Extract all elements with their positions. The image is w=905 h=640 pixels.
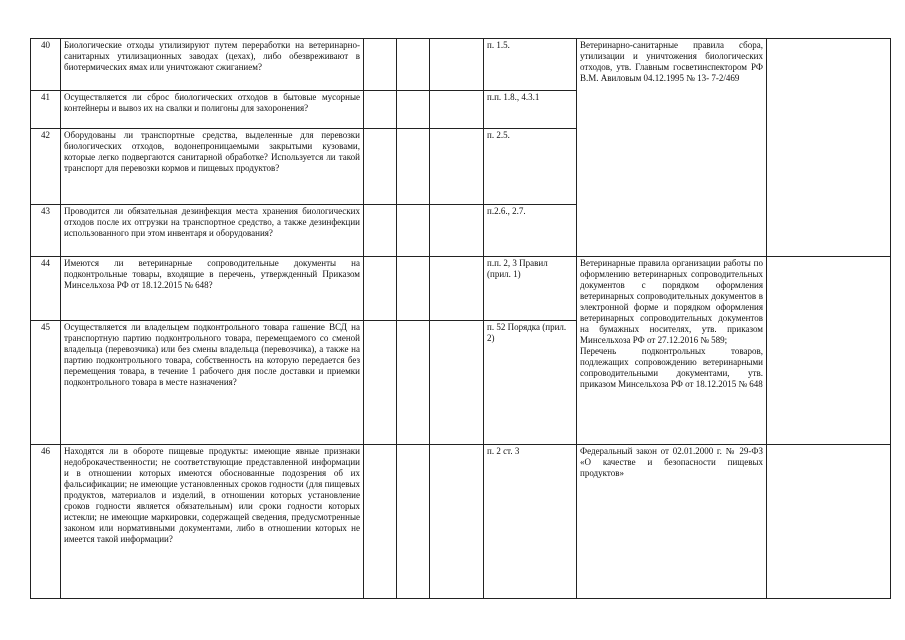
answer-na-cell (430, 445, 484, 599)
remarks-cell (767, 39, 891, 257)
question-text: Осуществляется ли сброс биологических отходов в бытовые мусорные контейнеры и вывоз их на свалки и полигоны для захоронения? (61, 91, 364, 129)
legal-act-text: Федеральный закон от 02.01.2000 г. № 29-ФЗ «О качестве и безопасности пищевых продуктов» (577, 445, 767, 599)
row-number: 40 (31, 39, 61, 91)
answer-no-cell (397, 257, 430, 321)
question-text: Оборудованы ли транспортные средства, выделенные для перевозки биологических отходов, водонепроницаемыми закрытыми кузовами, которые легко подвергаются санитарной обработке? Используется ли такой транспорт для перевозки кормов и пищевых продуктов? (61, 129, 364, 205)
answer-no-cell (397, 39, 430, 91)
answer-no-cell (397, 91, 430, 129)
answer-no-cell (397, 129, 430, 205)
row-number: 44 (31, 257, 61, 321)
answer-na-cell (430, 205, 484, 257)
reference-text: п.п. 1.8., 4.3.1 (484, 91, 577, 129)
answer-na-cell (430, 257, 484, 321)
legal-act-text (577, 257, 767, 445)
question-text: Проводится ли обязательная дезинфекция места хранения биологических отходов после их отгрузки на транспортное средство, а также дезинфекции использованного при этом инвентаря и оборудования? (61, 205, 364, 257)
question-text: Биологические отходы утилизируют путем переработки на ветеринарно- санитарных утилизационных заводах (цехах), либо обезвреживают в биотермических ямах или уничтожают сжиганием? (61, 39, 364, 91)
answer-yes-cell (364, 91, 397, 129)
answer-na-cell (430, 129, 484, 205)
answer-yes-cell (364, 321, 397, 445)
remarks-cell (767, 257, 891, 445)
legal-act-text: Ветеринарно-санитарные правила сбора, утилизации и уничтожения биологических отходов, утв. Главным госветинспектором РФ В.М. Авиловым 04.12.1995 № 13- 7-2/469 (577, 39, 767, 257)
table-row (31, 445, 891, 599)
answer-na-cell (430, 321, 484, 445)
answer-na-cell (430, 39, 484, 91)
checklist-table (30, 38, 891, 599)
question-text: Находятся ли в обороте пищевые продукты: имеющие явные признаки недоброкачественности; не соответствующие представленной информации и в отношении которых имеются обоснованные подозрения об их фальсификации; не имеющие установленных сроков годности (для пищевых продуктов, материалов и изделий, в отношении которых установление сроков годности является обязательным) или сроки годности которых истекли; не имеющие маркировки, содержащей сведения, предусмотренные законом или нормативными документами, либо в отношении которых не имеется такой информации? (61, 445, 364, 599)
reference-text: п.п. 2, 3 Правил (прил. 1) (484, 257, 577, 321)
legal-act-goods-list: Перечень подконтрольных товаров, подлежащих сопровождению ветеринарными сопроводительными документами, утв. приказом Минсельхоза РФ от 18.12.2015 № 648 (580, 346, 763, 389)
row-number: 46 (31, 445, 61, 599)
table-row (31, 257, 891, 321)
reference-text: п. 2.5. (484, 129, 577, 205)
answer-na-cell (430, 91, 484, 129)
row-number: 45 (31, 321, 61, 445)
question-text: Осуществляется ли владельцем подконтрольного товара гашение ВСД на транспортную партию подконтрольного товара, перемещаемого со сменой владельца (перевозчика) или без смены владельца (перевозчика), а также на партию подконтрольного товара, собственность на которую передается без перемещения товара, в течение 1 рабочего дня после доставки и приемки подконтрольного товара в месте назначения? (61, 321, 364, 445)
table-row (31, 39, 891, 91)
answer-yes-cell (364, 129, 397, 205)
reference-text: п. 1.5. (484, 39, 577, 91)
answer-yes-cell (364, 205, 397, 257)
reference-text: п.2.6., 2.7. (484, 205, 577, 257)
answer-no-cell (397, 321, 430, 445)
legal-act-vet-rules: Ветеринарные правила организации работы по оформлению ветеринарных сопроводительных документов с порядком оформления ветеринарных сопроводительных документов в электронной форме и порядком оформления ветеринарных сопроводительных документов на бумажных носителях, утв. приказом Минсельхоза РФ от 27.12.2016 № 589; (580, 258, 763, 345)
reference-text: п. 52 Порядка (прил. 2) (484, 321, 577, 445)
answer-no-cell (397, 445, 430, 599)
row-number: 41 (31, 91, 61, 129)
question-text: Имеются ли ветеринарные сопроводительные документы на подконтрольные товары, входящие в перечень, утвержденный Приказом Минсельхоза РФ от 18.12.2015 № 648? (61, 257, 364, 321)
answer-no-cell (397, 205, 430, 257)
row-number: 43 (31, 205, 61, 257)
row-number: 42 (31, 129, 61, 205)
reference-text: п. 2 ст. 3 (484, 445, 577, 599)
remarks-cell (767, 445, 891, 599)
answer-yes-cell (364, 257, 397, 321)
answer-yes-cell (364, 39, 397, 91)
answer-yes-cell (364, 445, 397, 599)
